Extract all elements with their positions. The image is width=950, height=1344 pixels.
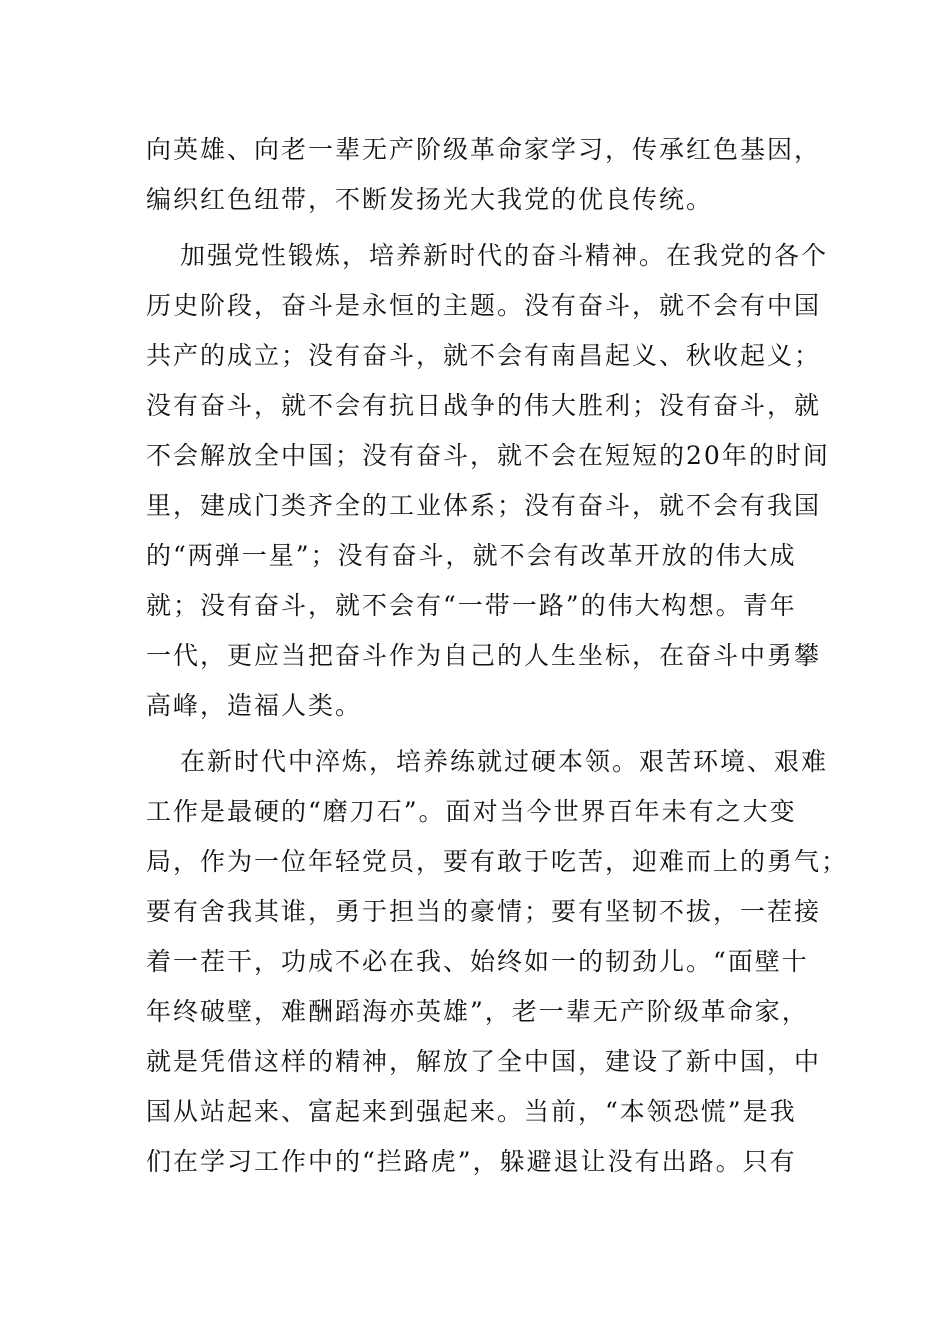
text-line: 的“两弹一星”；没有奋斗，就不会有改革开放的伟大成: [146, 541, 797, 570]
text-line: 要有舍我其谁，勇于担当的豪情；要有坚韧不拔，一茬接: [146, 897, 822, 926]
text-line: 工作是最硬的“磨刀石”。面对当今世界百年未有之大变: [146, 797, 797, 826]
text-line: 们在学习工作中的“拦路虎”，躲避退让没有出路。只有: [146, 1147, 797, 1176]
text-line: 历史阶段，奋斗是永恒的主题。没有奋斗，就不会有中国: [146, 291, 822, 320]
text-line: 向英雄、向老一辈无产阶级革命家学习，传承红色基因，: [146, 135, 822, 164]
text-line: 高峰，造福人类。: [146, 691, 363, 720]
text-line: 局，作为一位年轻党员，要有敢于吃苦，迎难而上的勇气；: [146, 847, 849, 876]
text-line: 共产的成立；没有奋斗，就不会有南昌起义、秋收起义；: [146, 341, 822, 370]
text-line: 年终破壁，难酬蹈海亦英雄”，老一辈无产阶级革命家，: [146, 997, 809, 1026]
text-line: 编织红色纽带，不断发扬光大我党的优良传统。: [146, 185, 714, 214]
text-line: 国从站起来、富起来到强起来。当前，“本领恐慌”是我: [146, 1097, 797, 1126]
text-line: 就；没有奋斗，就不会有“一带一路”的伟大构想。青年: [146, 591, 797, 620]
text-line: 不会解放全中国；没有奋斗，就不会在短短的20年的时间: [146, 441, 830, 470]
text-line: 里，建成门类齐全的工业体系；没有奋斗，就不会有我国: [146, 491, 822, 520]
text-line: 着一茬干，功成不必在我、始终如一的韧劲儿。“面壁十: [146, 947, 809, 976]
text-line: 一代，更应当把奋斗作为自己的人生坐标，在奋斗中勇攀: [146, 641, 822, 670]
text-line: 在新时代中淬炼，培养练就过硬本领。艰苦环境、艰难: [180, 747, 829, 776]
text-line: 加强党性锻炼，培养新时代的奋斗精神。在我党的各个: [180, 241, 829, 270]
text-line: 就是凭借这样的精神，解放了全中国，建设了新中国，中: [146, 1047, 822, 1076]
text-line: 没有奋斗，就不会有抗日战争的伟大胜利；没有奋斗，就: [146, 391, 822, 420]
